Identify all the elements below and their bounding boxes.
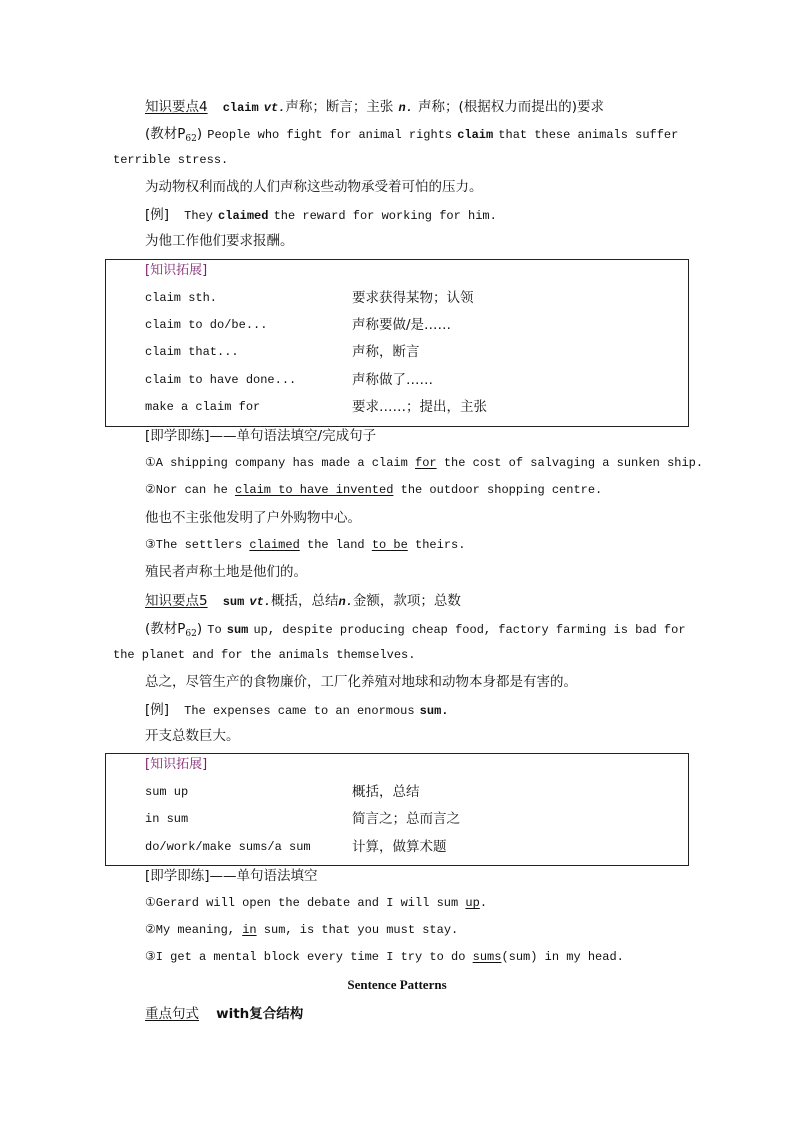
box1-heading: [知识拓展] xyxy=(145,263,208,278)
question-text: sum, is that you must stay. xyxy=(263,923,459,937)
question-text: . xyxy=(479,896,488,910)
phrase-en: make a claim for xyxy=(145,400,261,414)
question-text: the outdoor shopping centre. xyxy=(400,483,603,497)
phrase-zh: 概括，总结 xyxy=(352,784,420,800)
phrase-zh: 声称做了…… xyxy=(352,372,433,388)
phrase-zh: 要求……；提出，主张 xyxy=(352,399,487,415)
question-text: the cost of salvaging a sunken ship. xyxy=(443,456,704,470)
li-label: [例] xyxy=(145,702,170,718)
practice1-heading: [即学即练]——单句语法填空/完成句子 xyxy=(145,428,377,444)
source-suffix: ) xyxy=(196,621,203,637)
example-text: that these animals suffer xyxy=(498,128,679,142)
point5-li-zh: 开支总数巨大。 xyxy=(145,728,240,744)
question-text: the land xyxy=(307,538,365,552)
practice1-q2-zh: 他也不主张他发明了户外购物中心。 xyxy=(145,510,361,526)
answer-blank: for xyxy=(415,456,437,470)
li-text: the reward for working for him. xyxy=(273,209,497,223)
phrase-zh: 简言之；总而言之 xyxy=(352,811,460,827)
source-prefix: (教材P xyxy=(145,621,186,637)
li-keyword: claimed xyxy=(218,209,269,223)
li-keyword: sum. xyxy=(419,704,449,718)
phrase-en: claim to have done... xyxy=(145,373,297,387)
source-prefix: (教材P xyxy=(145,126,186,142)
answer-blank: claim to have invented xyxy=(234,483,394,497)
point4-heading xyxy=(145,96,604,118)
phrase-zh: 声称，断言 xyxy=(352,344,420,360)
point4-example-cont: terrible stress. xyxy=(113,153,229,167)
practice2-q1 xyxy=(145,893,487,913)
phrase-zh: 计算，做算术题 xyxy=(352,839,447,855)
phrase-en: in sum xyxy=(145,812,189,826)
question-text: ①A shipping company has made a claim xyxy=(145,456,408,470)
point4-pos1: vt. xyxy=(263,101,286,115)
example-text: To xyxy=(207,623,222,637)
answer-blank: up xyxy=(465,896,480,910)
answer-blank: claimed xyxy=(249,538,300,552)
source-suffix: ) xyxy=(196,126,203,142)
practice1-q1 xyxy=(145,453,703,473)
point5-def1: 概括，总结 xyxy=(271,593,339,609)
answer-blank: in xyxy=(242,923,257,937)
question-text: theirs. xyxy=(415,538,466,552)
box2-heading: [知识拓展] xyxy=(145,757,208,772)
point4-li-zh: 为他工作他们要求报酬。 xyxy=(145,233,294,249)
point5-li xyxy=(145,699,448,721)
point4-label: 知识要点4 xyxy=(145,99,208,115)
point4-pos2: n. xyxy=(398,101,413,115)
example-text: up, despite producing cheap food, factory farming is bad for xyxy=(253,623,686,637)
point4-source-example xyxy=(145,123,678,149)
example-text: People who fight for animal rights xyxy=(207,128,453,142)
key-pattern-title: with复合结构 xyxy=(216,1006,304,1022)
point5-example-cont: the planet and for the animals themselves. xyxy=(113,648,416,662)
question-text: ①Gerard will open the debate and I will sum xyxy=(145,896,459,910)
phrase-zh: 要求获得某物；认领 xyxy=(352,290,474,306)
point4-li xyxy=(145,204,497,226)
question-text: ③The settlers xyxy=(145,538,243,552)
li-label: [例] xyxy=(145,207,170,223)
point4-def1: 声称；断言；主张 xyxy=(285,99,394,115)
point4-def2: 声称；(根据权力而提出的)要求 xyxy=(418,99,605,115)
point5-pos1: vt. xyxy=(249,595,271,609)
phrase-en: claim sth. xyxy=(145,291,218,305)
phrase-en: claim that... xyxy=(145,345,239,359)
li-text: They xyxy=(184,209,213,223)
phrase-zh: 声称要做/是…… xyxy=(352,317,452,333)
question-text: (sum) in my head. xyxy=(501,950,624,964)
answer-blank: to be xyxy=(371,538,408,552)
point5-def2: 金额，款项；总数 xyxy=(352,593,461,609)
question-text: ②My meaning, xyxy=(145,923,235,937)
phrase-en: sum up xyxy=(145,785,189,799)
point5-pos2: n. xyxy=(338,595,353,609)
section-heading: Sentence Patterns xyxy=(347,977,447,992)
question-text: ③I get a mental block every time I try to do xyxy=(145,950,466,964)
point4-example-zh: 为动物权利而战的人们声称这些动物承受着可怕的压力。 xyxy=(145,179,483,195)
li-text: The expenses came to an enormous xyxy=(184,704,415,718)
source-page: 62 xyxy=(185,134,197,144)
point5-example-zh: 总之，尽管生产的食物廉价，工厂化养殖对地球和动物本身都是有害的。 xyxy=(145,674,577,690)
point5-word: sum xyxy=(222,595,245,609)
practice1-q3-zh: 殖民者声称土地是他们的。 xyxy=(145,564,307,580)
source-page: 62 xyxy=(185,629,197,639)
point4-word: claim xyxy=(222,101,259,115)
point5-source-example xyxy=(145,618,686,644)
key-pattern-heading xyxy=(145,1003,303,1024)
question-text: ②Nor can he xyxy=(145,483,228,497)
practice1-q3 xyxy=(145,535,465,555)
phrase-en: claim to do/be... xyxy=(145,318,268,332)
answer-blank: sums xyxy=(472,950,502,964)
practice2-heading: [即学即练]——单句语法填空 xyxy=(145,868,318,884)
point5-heading xyxy=(145,590,461,612)
example-keyword: sum xyxy=(226,623,249,637)
key-pattern-label: 重点句式 xyxy=(145,1006,199,1022)
practice2-q2 xyxy=(145,920,458,940)
point5-label: 知识要点5 xyxy=(145,593,208,609)
practice2-q3 xyxy=(145,947,624,967)
example-keyword: claim xyxy=(457,128,494,142)
phrase-en: do/work/make sums/a sum xyxy=(145,840,311,854)
practice1-q2 xyxy=(145,480,602,500)
